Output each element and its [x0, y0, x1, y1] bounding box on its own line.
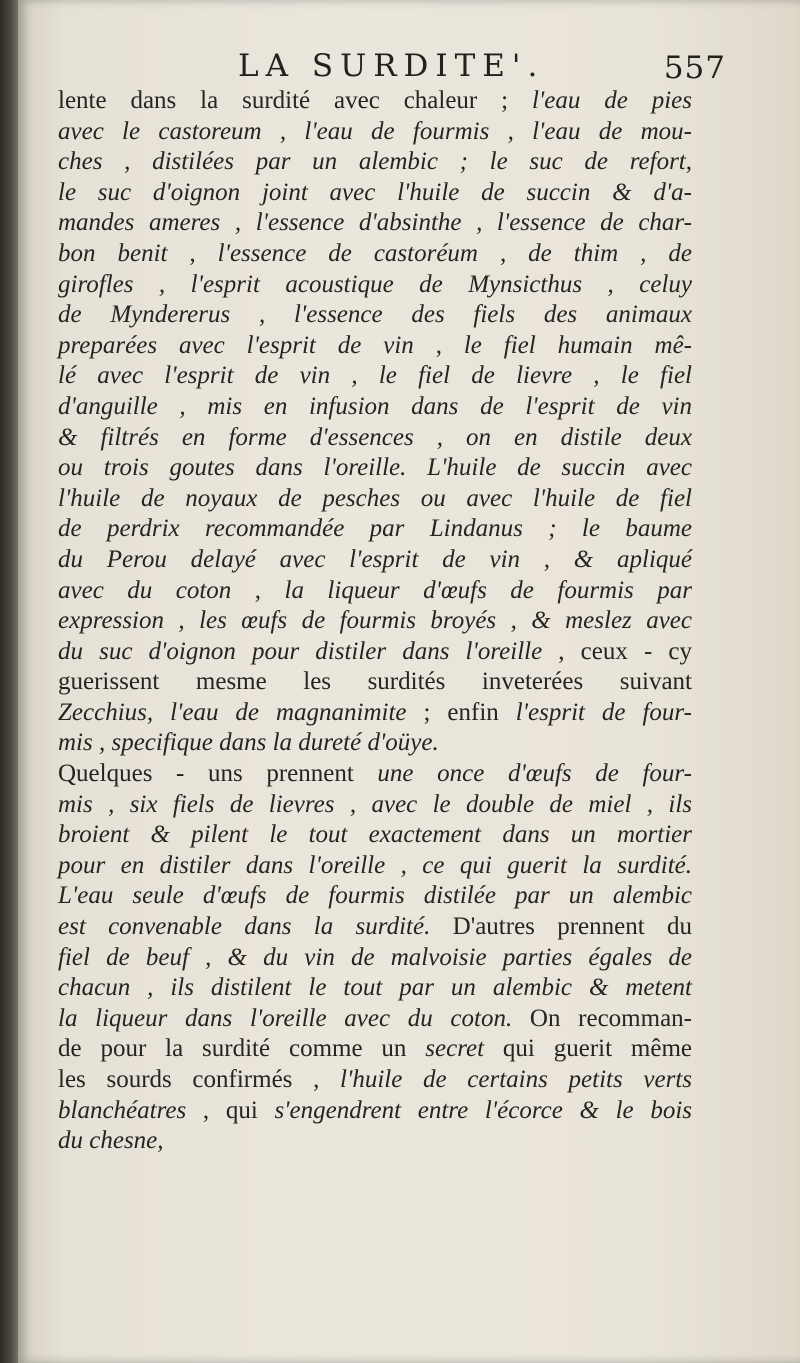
text-line [58, 943, 692, 974]
italic-segment: mandes ameres , l'essence d'absinthe , l'essence de char- [58, 209, 692, 237]
italic-segment: de perdrix recommandée par Lindanus ; le baume [58, 515, 692, 543]
italic-segment: l'huile de certains petits verts [340, 1066, 692, 1093]
text-line [58, 545, 692, 576]
italic-segment: l'eau de pies [531, 87, 692, 114]
italic-segment: avec le castoreum , l'eau de fourmis , l'eau de mou- [58, 117, 692, 145]
italic-segment: preparées avec l'esprit de vin , le fiel humain mê- [58, 331, 692, 359]
text-line [58, 606, 692, 637]
text-line [58, 331, 692, 362]
italic-segment: mis , six fiels de lievres , avec le double de miel , ils [58, 790, 692, 818]
italic-segment: du Perou delayé avec l'esprit de vin , & apliqué [58, 545, 692, 573]
text-line [58, 667, 692, 698]
text-line [58, 1065, 692, 1096]
text-line [58, 851, 692, 882]
italic-segment: l'esprit de four- [515, 698, 692, 726]
italic-segment: expression , les œufs de fourmis broyés , & meslez avec [58, 607, 692, 635]
body-text [58, 86, 692, 1157]
text-line [58, 484, 692, 515]
roman-segment: guerissent mesme les surdités inveterées suivant [58, 668, 692, 696]
italic-segment: chacun , ils distilent le tout par un alembic & metent [58, 974, 692, 1002]
text-line [58, 759, 692, 790]
roman-segment: lente dans la surdité avec chaleur ; [58, 87, 532, 114]
running-head [78, 44, 726, 88]
italic-segment: pour en distiler dans l'oreille , ce qui guerit la surdité. [58, 851, 692, 879]
italic-segment: fiel de beuf , & du vin de malvoisie parties égales de [58, 943, 692, 971]
text-line [58, 86, 692, 117]
roman-segment: les sourds confirmés , [58, 1066, 341, 1093]
roman-segment: ; enfin [406, 698, 516, 726]
roman-segment: qui guerit même [484, 1035, 693, 1063]
roman-segment: D'autres prennent du [430, 913, 693, 941]
italic-segment: du chesne, [58, 1127, 164, 1155]
text-line [58, 790, 692, 821]
italic-segment: la liqueur dans l'oreille avec du coton. [58, 1004, 513, 1032]
roman-segment: Quelques - uns prennent [58, 760, 378, 788]
text-line [58, 637, 692, 668]
page-number: 557 [663, 50, 726, 86]
italic-segment: blanchéatres [58, 1096, 187, 1124]
italic-segment: avec du coton , la liqueur d'œufs de fourmis par [58, 576, 692, 604]
text-line [58, 1034, 692, 1065]
italic-segment: d'anguille , mis en infusion dans de l'esprit de vin [58, 392, 692, 420]
italic-segment: bon benit , l'essence de castoréum , de thim , de [58, 239, 692, 267]
italic-segment: lé avec l'esprit de vin , le fiel de lievre , le fiel [58, 362, 692, 390]
italic-segment: L'eau seule d'œufs de fourmis distilée par un alembic [58, 882, 692, 910]
text-line [58, 514, 692, 545]
roman-segment: , qui [186, 1096, 275, 1124]
text-line [58, 453, 692, 484]
italic-segment: une once d'œufs de four- [377, 760, 692, 788]
text-line [58, 820, 692, 851]
text-line [58, 117, 692, 148]
text-line [58, 239, 692, 270]
italic-segment: Zecchius, l'eau de magnanimite [58, 698, 407, 726]
italic-segment: s'engendrent entre l'écorce & le bois [274, 1096, 692, 1124]
text-line [58, 1004, 692, 1035]
italic-segment: le suc d'oignon joint avec l'huile de succin & d'a- [58, 178, 692, 206]
text-line [58, 147, 692, 178]
text-line [58, 392, 692, 423]
text-line [58, 912, 692, 943]
text-line [58, 973, 692, 1004]
italic-segment: l'huile de noyaux de pesches ou avec l'huile de fiel [58, 484, 692, 512]
italic-segment: ches , distilées par un alembic ; le suc de refort, [58, 148, 692, 176]
text-line [58, 361, 692, 392]
roman-segment: de pour la surdité comme un [58, 1035, 426, 1063]
italic-segment: ou trois goutes dans l'oreille. L'huile de succin avec [58, 454, 692, 482]
text-line [58, 576, 692, 607]
italic-segment: de Myndererus , l'essence des fiels des animaux [58, 301, 692, 329]
text-line [58, 881, 692, 912]
text-line [58, 728, 692, 759]
roman-segment: On recomman- [512, 1004, 692, 1032]
italic-segment: & filtrés en forme d'essences , on en distile deux [58, 423, 692, 451]
italic-segment: broient & pilent le tout exactement dans un mortier [58, 821, 692, 849]
text-line [58, 423, 692, 454]
text-line [58, 270, 692, 301]
italic-segment: mis , specifique dans la dureté d'oüye. [58, 729, 439, 757]
text-line [58, 208, 692, 239]
italic-segment: girofles , l'esprit acoustique de Mynsicthus , celuy [58, 270, 692, 298]
text-line [58, 300, 692, 331]
italic-segment: est convenable dans la surdité. [58, 913, 431, 941]
running-title: LA SURDITE'. [238, 48, 545, 84]
text-line [58, 1096, 692, 1127]
roman-segment: , ceux - cy [542, 637, 692, 665]
text-line [58, 178, 692, 209]
italic-segment: secret [425, 1035, 485, 1063]
italic-segment: du suc d'oignon pour distiler dans l'oreille [58, 637, 543, 665]
text-line [58, 1126, 692, 1157]
text-line [58, 698, 692, 729]
